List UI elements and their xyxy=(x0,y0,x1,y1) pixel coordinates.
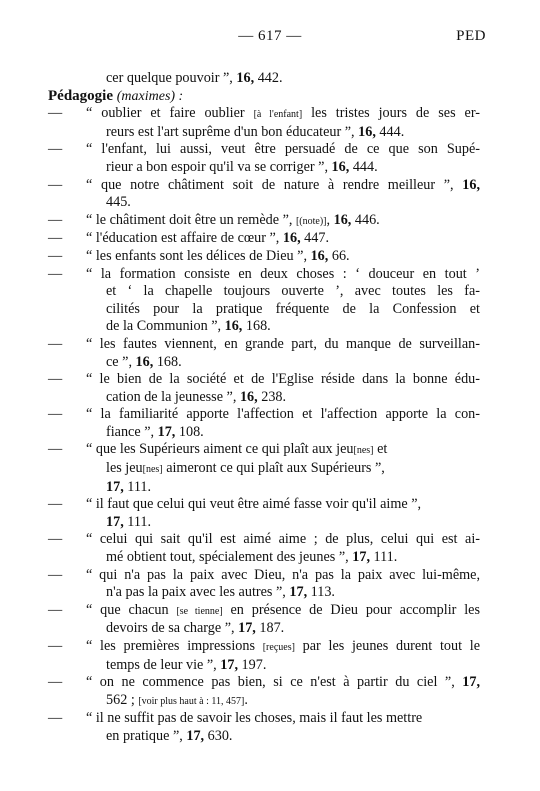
index-heading xyxy=(48,88,480,106)
entry-text: par les jeunes durent tout le xyxy=(294,638,480,654)
entry-line xyxy=(86,496,480,514)
entry-line xyxy=(86,194,480,212)
entry-text: 238. xyxy=(257,388,287,405)
entry-dash: — xyxy=(48,566,63,583)
volume-ref: 16, xyxy=(236,70,255,86)
entry-text: “ oublier et faire oublier xyxy=(86,105,254,122)
entry-dash: — xyxy=(48,141,63,158)
entry-line xyxy=(86,389,480,407)
entry-text: ce ”, xyxy=(106,353,136,370)
entry-line xyxy=(86,105,480,124)
index-entry xyxy=(48,674,480,710)
entry-text: “ qui n'a pas la paix avec Dieu, n'a pas la paix avec lui-même, xyxy=(86,566,480,583)
entry-line xyxy=(86,159,480,177)
entry-text: de la Communion ”, xyxy=(106,318,225,335)
entry-list xyxy=(48,105,480,745)
entry-line xyxy=(86,728,480,746)
entry-text: 444. xyxy=(375,123,405,140)
editorial-insert: [nes] xyxy=(353,445,374,457)
entry-line xyxy=(86,177,480,195)
entry-text: 187. xyxy=(255,620,285,637)
entry-text: 445. xyxy=(106,194,131,211)
entry-dash: — xyxy=(48,710,63,727)
entry-line xyxy=(86,479,480,497)
running-title: PED xyxy=(456,28,486,44)
volume-ref: 17, xyxy=(238,620,256,637)
entry-text: 113. xyxy=(307,584,335,601)
entry-text: , xyxy=(326,211,334,228)
index-entry xyxy=(48,602,480,638)
volume-ref: 17, xyxy=(220,656,238,673)
entry-line xyxy=(86,371,480,389)
volume-ref: 17, xyxy=(186,727,205,744)
index-entry xyxy=(48,496,480,531)
entry-text: “ l'enfant, lui aussi, veut être persuadé de ce que son Supé- xyxy=(86,141,480,158)
entry-dash: — xyxy=(48,247,63,264)
entry-line xyxy=(86,266,480,284)
entry-text: “ celui qui sait qu'il est aimé aime ; de plus, celui qui est ai- xyxy=(86,531,480,548)
index-entry xyxy=(48,212,480,231)
volume-ref: 17, xyxy=(462,674,480,691)
entry-text: “ les premières impressions xyxy=(86,638,263,654)
entry-line xyxy=(86,301,480,319)
entry-line xyxy=(86,602,480,621)
volume-ref: 16, xyxy=(358,123,376,140)
entry-line xyxy=(86,336,480,354)
entry-text: “ il ne suffit pas de savoir les choses, mais il faut les mettre xyxy=(86,710,423,727)
index-entry xyxy=(48,406,480,441)
entry-text: fiance ”, xyxy=(106,423,158,440)
entry-text: en pratique ”, xyxy=(106,727,187,744)
entry-text: . xyxy=(244,691,248,708)
entry-line xyxy=(86,514,480,532)
entry-dash: — xyxy=(48,406,63,423)
page-ref: 442. xyxy=(254,70,283,86)
heading-term: Pédagogie xyxy=(48,87,113,104)
entry-line xyxy=(86,657,480,675)
editorial-insert: [reçues] xyxy=(262,642,295,653)
entry-line xyxy=(86,674,480,692)
entry-text: 444. xyxy=(349,158,378,175)
entry-text: 562 ; xyxy=(106,691,139,708)
entry-text: temps de leur vie ”, xyxy=(106,656,221,673)
entry-text: aimeront ce qui plaît aux Supérieurs ”, xyxy=(162,460,385,477)
editorial-insert: [voir plus haut à : 11, 457] xyxy=(138,695,245,707)
heading-qualifier: (maximes) : xyxy=(116,88,184,104)
index-entry xyxy=(48,105,480,141)
entry-text: “ que chacun xyxy=(86,601,177,618)
entry-text: 630. xyxy=(204,727,233,744)
index-entry xyxy=(48,710,480,745)
volume-ref: 16, xyxy=(135,353,154,370)
volume-ref: 17, xyxy=(157,423,176,440)
volume-ref: 16, xyxy=(310,247,329,264)
entry-text: 447. xyxy=(300,230,329,247)
entry-dash: — xyxy=(48,371,63,388)
entry-text: et ‘ la chapelle toujours ouverte ’, avec toutes les fa- xyxy=(106,283,480,300)
entry-text: “ le châtiment doit être un remède ”, xyxy=(86,211,296,228)
entry-text: 108. xyxy=(175,423,204,440)
entry-line xyxy=(86,441,480,460)
index-entry xyxy=(48,141,480,176)
index-entry xyxy=(48,248,480,266)
entry-text: cilités pour la pratique fréquente de la Confession et xyxy=(106,300,480,317)
index-entry xyxy=(48,266,480,336)
volume-ref: 16, xyxy=(333,211,352,228)
entry-text: “ on ne commence pas bien, si ce n'est à partir du ciel ”, xyxy=(86,674,463,691)
entry-dash: — xyxy=(48,441,63,458)
index-entry xyxy=(48,230,480,248)
entry-line xyxy=(86,549,480,567)
entry-text: 111. xyxy=(123,478,152,495)
entry-line xyxy=(86,124,480,142)
volume-ref: 17, xyxy=(106,513,124,530)
entry-line xyxy=(86,230,480,248)
entry-line xyxy=(86,710,480,728)
entry-text: 446. xyxy=(351,211,380,228)
continuation-text: cer quelque pouvoir ”, xyxy=(106,70,237,86)
entry-line xyxy=(86,567,480,585)
editorial-insert: [à l'enfant] xyxy=(253,109,303,121)
entry-line xyxy=(86,531,480,549)
volume-ref: 17, xyxy=(352,549,370,566)
entry-dash: — xyxy=(48,496,63,513)
entry-text: 111. xyxy=(369,549,398,566)
entry-text: “ le bien de la société et de l'Eglise réside dans la bonne édu- xyxy=(86,371,480,388)
continuation-line xyxy=(48,70,480,88)
entry-dash: — xyxy=(48,674,63,691)
entry-text: et xyxy=(373,441,388,458)
editorial-insert: [(note)] xyxy=(295,215,327,227)
volume-ref: 17, xyxy=(106,478,124,495)
entry-text: “ que les Supérieurs aiment ce qui plaît aux jeu xyxy=(86,441,354,458)
entry-text: en présence de Dieu pour accomplir les xyxy=(222,601,480,618)
index-body xyxy=(48,70,480,746)
entry-text: 111. xyxy=(123,513,152,530)
entry-line xyxy=(86,692,480,711)
entry-line xyxy=(86,424,480,442)
entry-line xyxy=(86,283,480,301)
entry-dash: — xyxy=(48,531,63,548)
entry-text: rieur a bon espoir qu'il va se corriger ”, xyxy=(106,158,332,175)
entry-dash: — xyxy=(48,638,63,654)
entry-dash: — xyxy=(48,211,63,228)
volume-ref: 16, xyxy=(224,318,243,335)
volume-ref: 16, xyxy=(462,176,480,193)
index-entry xyxy=(48,177,480,212)
volume-ref: 16, xyxy=(331,158,350,175)
entry-line xyxy=(86,406,480,424)
entry-text: “ la familiarité apporte l'affection et l'affection apporte la con- xyxy=(86,406,480,423)
entry-line xyxy=(86,620,480,638)
entry-text: “ l'éducation est affaire de cœur ”, xyxy=(86,230,283,247)
entry-line xyxy=(86,584,480,602)
entry-line xyxy=(86,460,480,479)
index-entry xyxy=(48,441,480,496)
entry-text: les tristes jours de ses er- xyxy=(302,105,480,122)
index-entry xyxy=(48,567,480,602)
index-entry xyxy=(48,531,480,566)
entry-text: n'a pas la paix avec les autres ”, xyxy=(106,584,290,601)
entry-line xyxy=(86,141,480,159)
entry-dash: — xyxy=(48,601,63,618)
volume-ref: 16, xyxy=(239,388,258,405)
entry-dash: — xyxy=(48,265,63,282)
entry-dash: — xyxy=(48,335,63,352)
entry-text: 168. xyxy=(153,353,182,370)
index-entry xyxy=(48,638,480,674)
entry-text: reurs est l'art suprême d'un bon éducateur ”, xyxy=(106,123,359,140)
entry-text: “ il faut que celui qui veut être aimé fasse voir qu'il aime ”, xyxy=(86,496,422,513)
volume-ref: 16, xyxy=(282,230,301,247)
entry-text: “ les fautes viennent, en grande part, du manque de surveillan- xyxy=(86,335,480,352)
entry-dash: — xyxy=(48,105,63,122)
index-entry xyxy=(48,371,480,406)
editorial-insert: [se tienne] xyxy=(176,605,223,617)
page-header xyxy=(0,28,540,48)
entry-text: mé obtient tout, spécialement des jeunes ”, xyxy=(106,549,353,566)
entry-dash: — xyxy=(48,230,63,247)
entry-text: “ la formation consiste en deux choses : ‘ douceur en tout ’ xyxy=(86,265,480,282)
entry-text: les jeu xyxy=(106,460,143,477)
page-number: — 617 — xyxy=(238,28,302,44)
editorial-insert: [nes] xyxy=(142,464,163,476)
entry-line xyxy=(86,212,480,231)
entry-text: 66. xyxy=(328,247,350,264)
entry-line xyxy=(86,248,480,266)
entry-text: 197. xyxy=(237,656,267,673)
entry-line xyxy=(86,354,480,372)
entry-text: 168. xyxy=(242,318,271,335)
entry-line xyxy=(86,318,480,336)
entry-text: devoirs de sa charge ”, xyxy=(106,620,239,637)
entry-text: “ que notre châtiment soit de nature à rendre meilleur ”, xyxy=(86,176,463,193)
entry-text: “ les enfants sont les délices de Dieu ”, xyxy=(86,247,311,264)
entry-dash: — xyxy=(48,176,63,193)
entry-line xyxy=(86,638,480,657)
volume-ref: 17, xyxy=(289,584,308,601)
index-entry xyxy=(48,336,480,371)
entry-text: cation de la jeunesse ”, xyxy=(106,388,240,405)
